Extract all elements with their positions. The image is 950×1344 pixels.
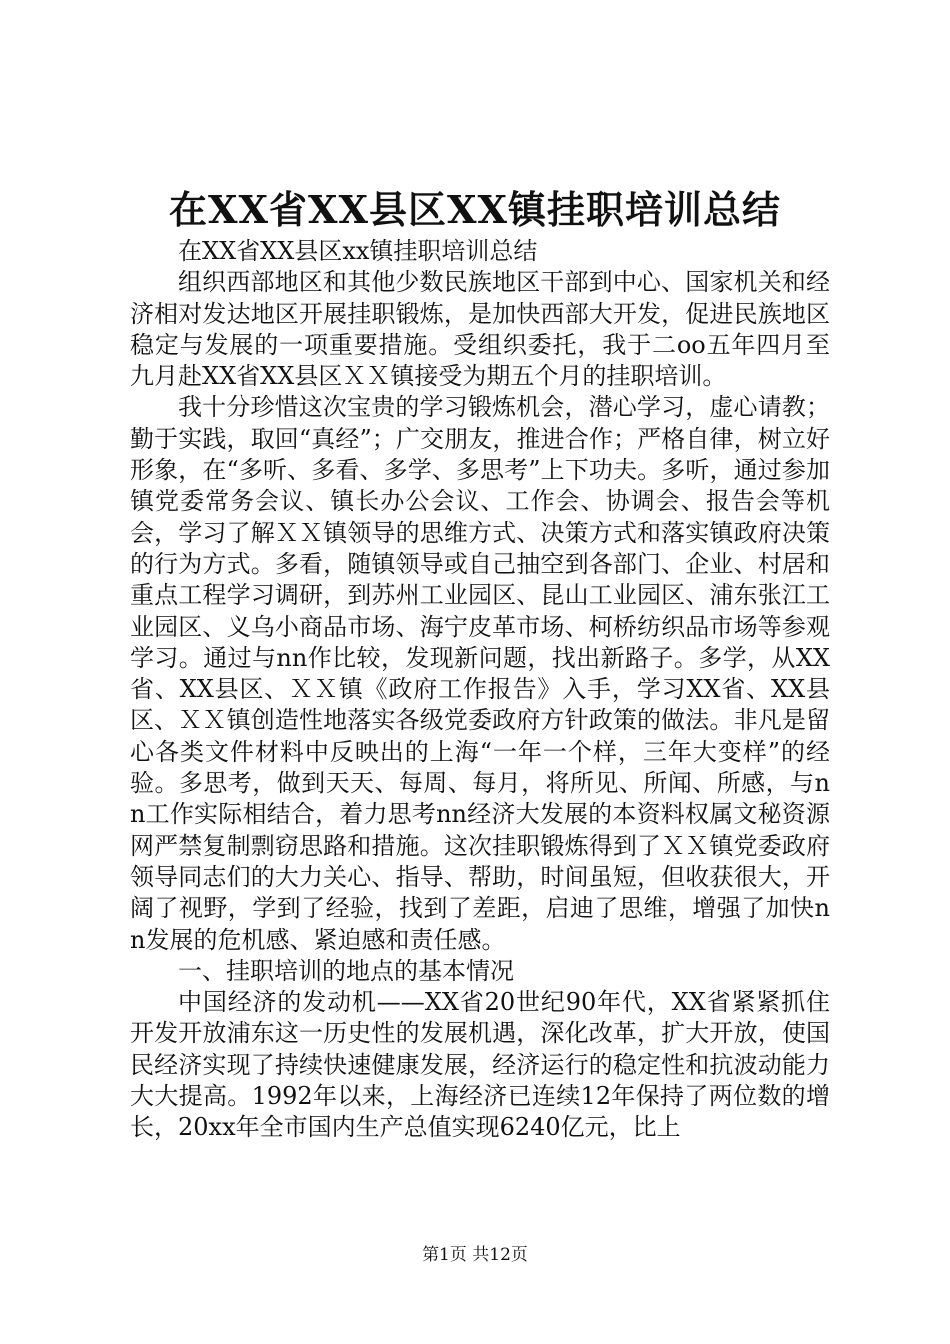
section-heading: 一、挂职培训的地点的基本情况 — [178, 956, 514, 985]
document-body — [130, 236, 830, 1144]
paragraph-intro: 组织西部地区和其他少数民族地区干部到中心、国家机关和经济相对发达地区开展挂职锻炼，是加快西部大开发，促进民族地区稳定与发展的一项重要措施。受组织委托，我于二oo五年四月至九月赴XX省XX县区ＸＸ镇接受为期五个月的挂职培训。 — [130, 268, 830, 391]
paragraph-subtitle: 在XX省XX县区xx镇挂职培训总结 — [178, 237, 538, 265]
document-title: 在XX省XX县区XX镇挂职培训总结 — [169, 187, 781, 232]
paragraph-shanghai: 中国经济的发动机——XX省20世纪90年代，XX省紧紧抓住开发开放浦东这一历史性的发展机遇，深化改革，扩大开放，使国民经济实现了持续快速健康发展，经济运行的稳定性和抗波动能力大大提高。1992年以来，上海经济已连续12年保持了两位数的增长，20xx年全市国内生产总值实现6240亿元，比上 — [130, 988, 830, 1142]
page-number: 第1页 共12页 — [422, 1245, 528, 1265]
paragraph-experience: 我十分珍惜这次宝贵的学习锻炼机会，潜心学习，虚心请教；勤于实践，取回“真经”；广交朋友，推进合作；严格自律，树立好形象，在“多听、多看、多学、多思考”上下功夫。多听，通过参加镇党委常务会议、镇长办公会议、工作会、协调会、报告会等机会，学习了解ＸＸ镇领导的思维方式、决策方式和落实镇政府决策的行为方式。多看，随镇领导或自己抽空到各部门、企业、村居和重点工程学习调研，到苏州工业园区、昆山工业园区、浦东张江工业园区、义乌小商品市场、海宁皮革市场、柯桥纺织品市场等参观学习。通过与nn作比较，发现新问题，找出新路子。多学，从XX省、XX县区、ＸＸ镇《政府工作报告》入手，学习XX省、XX县区、ＸＸ镇创造性地落实各级党委政府方针政策的做法。非凡是留心各类文件材料中反映出的上海“一年一个样，三年大变样”的经验。多思考，做到天天、每周、每月，将所见、所闻、所感，与nn工作实际相结合，着力思考nn经济大发展的本资料权属文秘资源网严禁复制剽窃思路和措施。这次挂职锻炼得到了ＸＸ镇党委政府领导同志们的大力关心、指导、帮助，时间虽短，但收获很大，开阔了视野，学到了经验，找到了差距，启迪了思维，增强了加快nn发展的危机感、紧迫感和责任感。 — [130, 393, 830, 954]
